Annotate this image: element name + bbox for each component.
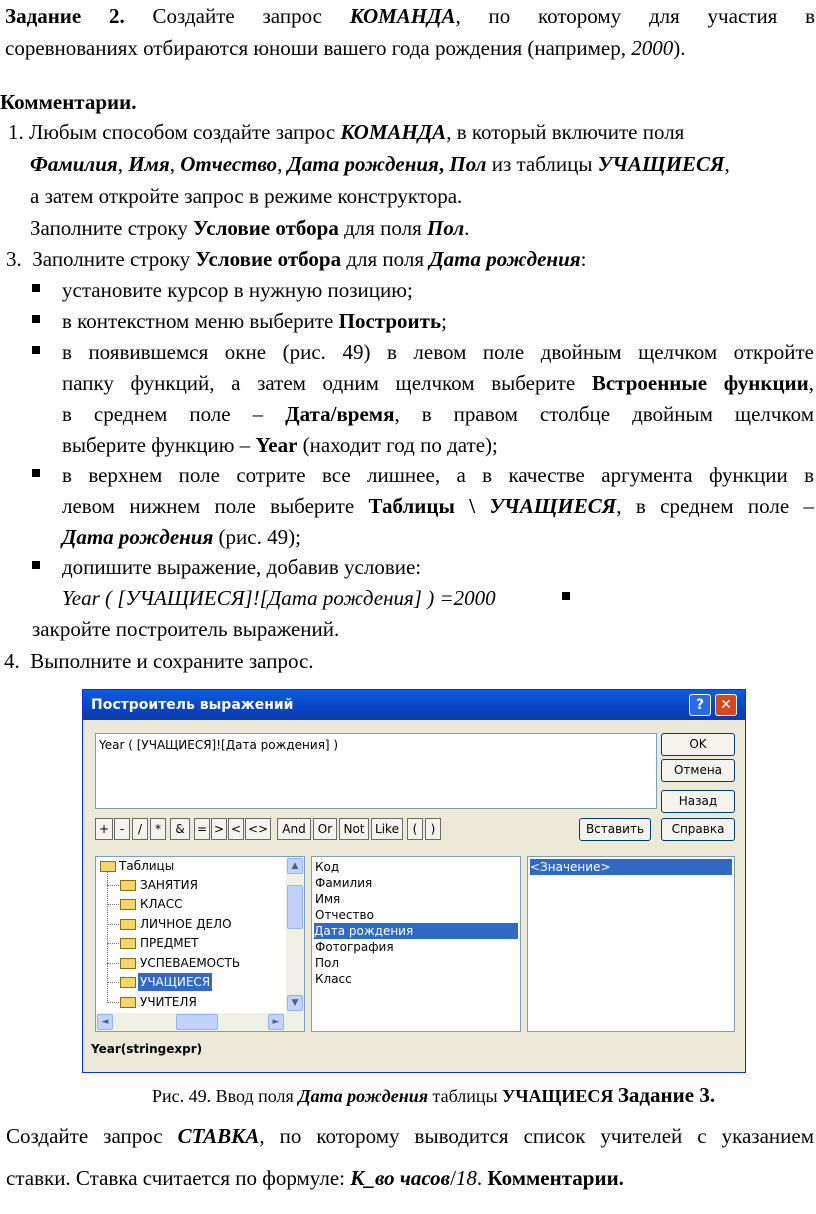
task3-label: Задание 3.	[617, 1083, 716, 1107]
sep: ,	[277, 152, 283, 176]
task2-text: Создайте запрос	[152, 4, 322, 28]
query-name: КОМАНДА	[349, 4, 456, 28]
dialog-titlebar	[83, 690, 745, 720]
tree-line	[107, 885, 119, 886]
step-bold: Условие отбора	[193, 216, 339, 240]
tree-line	[107, 904, 119, 905]
field-name: Дата рождения	[62, 525, 214, 549]
step-text: Любым способом создайте запрос	[29, 120, 336, 144]
op-or-button[interactable]: Or	[313, 818, 337, 840]
formula-operator: /	[450, 1166, 456, 1190]
folder-icon	[120, 938, 136, 949]
step-text: Выполните и сохраните запрос.	[30, 649, 314, 673]
bullet5: допишите выражение, добавив условие:	[62, 555, 422, 579]
step-text: Заполните строку	[30, 216, 188, 240]
op-equals-button[interactable]: =	[194, 818, 210, 840]
field-item[interactable]: Код	[315, 860, 340, 874]
scroll-up-icon[interactable]: ▲	[287, 858, 303, 874]
step-text: Заполните строку	[32, 247, 191, 271]
bullet-marker	[32, 346, 40, 354]
query-name: КОМАНДА	[340, 120, 447, 144]
task3-line2	[6, 1162, 624, 1194]
bullet-bold: Встроенные функции	[591, 371, 809, 395]
op-less-button[interactable]: <	[228, 818, 244, 840]
sep: ,	[438, 152, 445, 176]
bullet3-line2	[62, 367, 814, 399]
op-rparen-button[interactable]: )	[425, 818, 441, 840]
expression-input[interactable]: Year ( [УЧАЩИЕСЯ]![Дата рождения] )	[95, 733, 657, 809]
table-name: УЧАЩИЕСЯ	[502, 1086, 614, 1106]
scroll-left-icon[interactable]: ◄	[97, 1014, 113, 1030]
step1-line1	[8, 116, 684, 148]
folder-icon	[120, 880, 136, 891]
status-bar-text: Year(stringexpr)	[91, 1042, 203, 1056]
op-multiply-button[interactable]: *	[150, 818, 166, 840]
bullet-bold: Построить	[338, 309, 442, 333]
tree-label: ЗАНЯТИЯ	[140, 878, 198, 892]
bullet-text: , в среднем поле –	[616, 494, 815, 518]
op-greater-button[interactable]: >	[211, 818, 227, 840]
expression-text: Year ( [УЧАЩИЕСЯ]![Дата рождения] ) =2000	[62, 586, 496, 610]
op-and-button[interactable]: And	[277, 818, 311, 840]
help-button[interactable]: Справка	[661, 818, 735, 841]
op-not-button[interactable]: Not	[339, 818, 369, 840]
scroll-thumb[interactable]	[176, 1014, 218, 1030]
step3-line	[6, 243, 586, 275]
field-item[interactable]: Фотография	[315, 940, 394, 954]
task2-line1	[5, 0, 815, 32]
back-button[interactable]: Назад	[661, 790, 735, 813]
caption-text: таблицы	[432, 1086, 498, 1106]
bullet-text: в среднем поле –	[62, 402, 264, 426]
tree-label: Таблицы	[119, 859, 175, 873]
bullet-text: выберите функцию –	[62, 433, 251, 457]
bullet1: установите курсор в нужную позицию;	[62, 278, 413, 302]
query-name: СТАВКА	[177, 1124, 260, 1148]
task3-text: Создайте запрос	[6, 1124, 163, 1148]
bullet-text: в контекстном меню выберите	[62, 309, 334, 333]
op-divide-button[interactable]: /	[132, 818, 148, 840]
op-minus-button[interactable]: -	[114, 818, 130, 840]
comments-heading: Комментарии.	[0, 90, 137, 114]
year-example: 2000	[631, 36, 674, 60]
formula-number: 18	[455, 1166, 477, 1190]
vertical-scrollbar[interactable]	[286, 857, 304, 1013]
step-number: 1.	[8, 120, 24, 144]
bullet-bold: Year	[255, 433, 298, 457]
tree-line	[107, 1002, 119, 1003]
folder-icon	[120, 919, 136, 930]
step1-line4	[30, 212, 469, 244]
sep: .	[464, 216, 470, 240]
comments-heading: Комментарии.	[487, 1166, 624, 1190]
field-item[interactable]: Имя	[315, 892, 341, 906]
tree-line	[107, 963, 119, 964]
bullet-text: левом нижнем поле выберите	[62, 494, 355, 518]
step-text: для поля	[344, 216, 422, 240]
scroll-right-icon[interactable]: ►	[268, 1014, 284, 1030]
expression-builder-dialog	[82, 689, 746, 1073]
tree-line	[107, 924, 119, 925]
bullet2	[62, 305, 447, 337]
field-name: Дата рождения	[429, 247, 581, 271]
paste-button[interactable]: Вставить	[579, 818, 651, 841]
sep: :	[580, 247, 587, 271]
op-plus-button[interactable]: +	[95, 818, 113, 840]
values-panel[interactable]	[527, 856, 735, 1032]
step-text: , в который включите поля	[446, 120, 685, 144]
table-name: УЧАЩИЕСЯ	[489, 494, 617, 518]
bullet-text: папку функций, а затем одним щелчком выберите	[62, 371, 576, 395]
field-name: Дата рождения	[298, 1086, 428, 1106]
step1-line2	[30, 148, 730, 180]
formula-variable: К_во часов	[350, 1166, 451, 1190]
bullet-marker	[32, 315, 40, 323]
tree-label: УСПЕВАЕМОСТЬ	[140, 956, 241, 970]
field-name: Пол	[449, 152, 487, 176]
help-icon[interactable]: ?	[689, 694, 711, 716]
bullet-text: , в правом столбце двойным щелчком	[394, 402, 814, 426]
task3-line1	[6, 1120, 814, 1152]
tree-label: ПРЕДМЕТ	[140, 936, 199, 950]
folder-icon	[120, 997, 136, 1008]
caption-text: Рис. 49. Ввод поля	[152, 1086, 294, 1106]
tree-label: УЧАЩИЕСЯ	[140, 975, 211, 989]
ok-button[interactable]: OK	[661, 733, 735, 756]
op-lparen-button[interactable]: (	[407, 818, 423, 840]
folder-open-icon	[120, 977, 136, 988]
sep: .	[476, 1166, 483, 1190]
task2-text: ).	[673, 36, 686, 60]
table-name: УЧАЩИЕСЯ	[597, 152, 725, 176]
scroll-down-icon[interactable]: ▼	[287, 995, 303, 1011]
tree-line	[107, 943, 119, 944]
step-bold: Условие отбора	[195, 247, 342, 271]
scroll-thumb[interactable]	[287, 885, 303, 929]
fields-panel[interactable]	[311, 856, 521, 1032]
bullet-bold: Таблицы \	[368, 494, 476, 518]
op-concat-button[interactable]: &	[170, 818, 190, 840]
tree-label: КЛАСС	[140, 897, 183, 911]
folder-icon	[120, 958, 136, 969]
op-notequal-button[interactable]: <>	[245, 818, 271, 840]
sep: ,	[724, 152, 730, 176]
folder-open-icon	[100, 861, 116, 872]
object-tree-panel[interactable]	[95, 856, 305, 1032]
field-name: Имя	[128, 152, 170, 176]
task3-text: ставки. Ставка считается по формуле:	[6, 1166, 346, 1190]
close-builder-line: закройте построитель выражений.	[32, 617, 340, 641]
value-item-selected[interactable]: <Значение>	[530, 859, 732, 875]
tree-label: УЧИТЕЛЯ	[140, 995, 197, 1009]
tree-line	[107, 871, 108, 1003]
dialog-title: Построитель выражений	[91, 697, 294, 713]
task2-text: соревнованиях отбираются юноши вашего года рождения (например,	[5, 36, 626, 60]
field-name: Пол	[427, 216, 465, 240]
bullet3-line4	[62, 429, 498, 461]
step-number: 4.	[4, 649, 20, 673]
field-item-selected[interactable]: Дата рождения	[314, 923, 518, 939]
field-name: Отчество	[180, 152, 278, 176]
bullet-marker	[32, 561, 40, 569]
op-like-button[interactable]: Like	[371, 818, 403, 840]
field-name: Дата рождения	[287, 152, 439, 176]
bullet-marker	[32, 469, 40, 477]
step-text: для поля	[346, 247, 425, 271]
operator-bar	[95, 818, 449, 842]
bullet3-line3	[62, 398, 814, 430]
tree-label: ЛИЧНОЕ ДЕЛО	[140, 917, 232, 931]
task2-text: , по которому для участия в	[455, 4, 816, 28]
task3-text: , по которому выводится список учителей с указанием	[259, 1124, 814, 1148]
bullet-text: (находит год по дате);	[302, 433, 498, 457]
step-number: 3.	[6, 247, 22, 271]
step4-line	[4, 645, 314, 677]
field-item[interactable]: Отчество	[315, 908, 374, 922]
bullet4-line1: в верхнем поле сотрите все лишнее, а в качестве аргумента функции в	[62, 463, 814, 487]
bullet4-line2	[62, 490, 814, 522]
sep: ,	[169, 152, 175, 176]
sep: ,	[117, 152, 123, 176]
bullet4-line3	[62, 521, 301, 553]
field-item[interactable]: Пол	[315, 956, 340, 970]
bullet-marker	[562, 592, 570, 600]
step-text: из таблицы	[491, 152, 593, 176]
step1-line3: а затем откройте запрос в режиме конструктора.	[30, 184, 463, 208]
close-icon[interactable]: ✕	[715, 694, 737, 716]
task2-label: Задание 2.	[5, 4, 125, 28]
field-name: Фамилия	[30, 152, 118, 176]
field-item[interactable]: Фамилия	[315, 876, 373, 890]
task2-line2	[5, 32, 685, 64]
bullet-text: (рис. 49);	[218, 525, 301, 549]
sep: ;	[441, 309, 447, 333]
figure-caption	[152, 1079, 715, 1112]
bullet-bold: Дата/время	[285, 402, 395, 426]
cancel-button[interactable]: Отмена	[661, 759, 735, 782]
bullet-marker	[32, 284, 40, 292]
folder-icon	[120, 899, 136, 910]
field-item[interactable]: Класс	[315, 972, 352, 986]
horizontal-scrollbar[interactable]	[96, 1013, 304, 1031]
bullet3-line1: в появившемся окне (рис. 49) в левом поле двойным щелчком откройте	[62, 340, 814, 364]
sep: ,	[808, 371, 814, 395]
tree-line	[107, 982, 119, 983]
tree-item-selected[interactable]	[120, 973, 256, 991]
